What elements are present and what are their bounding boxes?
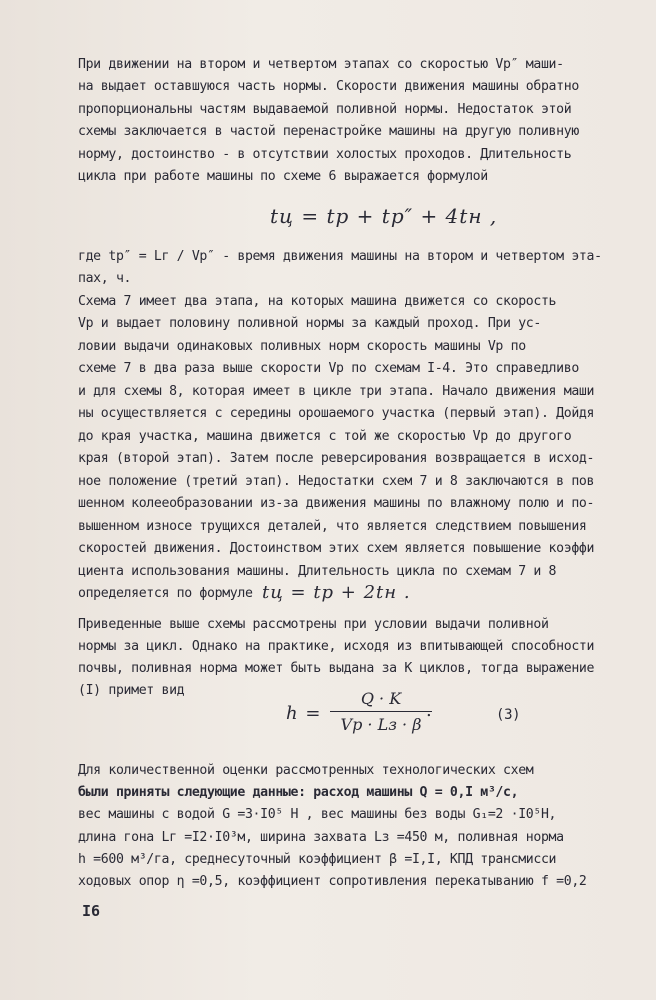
text-line: вышенном износе трущихся деталей, что является следствием повышения — [78, 519, 587, 534]
text-line: нормы за цикл. Однако на практике, исходя из впитывающей способности — [78, 639, 595, 654]
text-line: Vp и выдает половину поливной нормы за каждый проход. При ус- — [78, 316, 541, 331]
text-line: почвы, поливная норма может быть выдана за K циклов, тогда выражение — [78, 661, 595, 676]
text-line: ны осуществляется с середины орошаемого участка (первый этап). Дойдя — [78, 406, 595, 421]
text-line: вес машины с водой G =3·I0⁵ H , вес машины без воды G₁=2 ·I0⁵H, — [78, 807, 557, 822]
text-line: Схема 7 имеет два этапа, на которых машина движется со скорость — [78, 294, 557, 309]
formula-3-fraction-bar — [330, 711, 432, 712]
text-line: (I) примет вид — [78, 683, 185, 698]
page-number: I6 — [82, 902, 101, 920]
text-line: схемы заключается в частой перенастройке машины на другую поливную — [78, 124, 579, 139]
text-line: длина гона Lг =I2·I0³м, ширина захвата Lз =450 м, поливная норма — [78, 830, 564, 845]
text-line: циента использования машины. Длительность цикла по схемам 7 и 8 — [78, 564, 557, 579]
formula-3-lhs: h = — [286, 703, 322, 724]
text-line: были приняты следующие данные: расход машины Q = 0,I м³/c, — [78, 785, 519, 800]
text-line: Приведенные выше схемы рассмотрены при условии выдачи поливной — [78, 617, 549, 632]
text-line: ходовых опор η =0,5, коэффициент сопротивления перекатыванию f =0,2 — [78, 874, 587, 889]
text-line: края (второй этап). Затем после реверсирования возвращается в исход- — [78, 451, 595, 466]
text-line: и для схемы 8, которая имеет в цикле три этапа. Начало движения маши — [78, 384, 595, 399]
formula-3-denominator: Vp · Lз · β — [340, 715, 422, 734]
formula-cycle-time-scheme-6: tц = tp + tp″ + 4tн , — [270, 204, 498, 228]
text-line: h =600 м³/га, среднесуточный коэффициент β =I,I, КПД трансмисси — [78, 852, 557, 867]
text-line: пах, ч. — [78, 271, 132, 286]
text-line: ловии выдачи одинаковых поливных норм скорость машины Vp по — [78, 339, 526, 354]
text-line: схеме 7 в два раза выше скорости Vp по схемам I-4. Это справедливо — [78, 361, 579, 376]
text-line: до края участка, машина движется с той же скоростью Vp до другого — [78, 429, 572, 444]
formula-3-number: (3) — [496, 707, 521, 723]
formula-3-terminator: . — [426, 700, 433, 721]
text-line: определяется по формуле — [78, 586, 253, 601]
text-line: пропорциональны частям выдаваемой поливной нормы. Недостаток этой — [78, 102, 572, 117]
text-line: ное положение (третий этап). Недостатки схем 7 и 8 заключаются в пов — [78, 474, 595, 489]
text-line: При движении на втором и четвертом этапах со скоростью Vp″ маши- — [78, 57, 564, 72]
text-line: где tp″ = Lг / Vp″ - время движения машины на втором и четвертом эта- — [78, 249, 602, 264]
text-line: на выдает оставшуюся часть нормы. Скорости движения машины обратно — [78, 79, 579, 94]
text-line: Для количественной оценки рассмотренных технологических схем — [78, 763, 534, 778]
text-line: норму, достоинство - в отсутствии холостых проходов. Длительность — [78, 147, 572, 162]
text-line: цикла при работе машины по схеме 6 выражается формулой — [78, 169, 488, 184]
formula-cycle-time-schemes-7-8: tц = tp + 2tн . — [262, 582, 411, 603]
text-line: шенном колееобразовании из-за движения машины по влажному полю и по- — [78, 496, 595, 511]
text-line: скоростей движения. Достоинством этих схем является повышение коэффи — [78, 541, 595, 556]
formula-3-numerator: Q · K — [360, 689, 402, 708]
